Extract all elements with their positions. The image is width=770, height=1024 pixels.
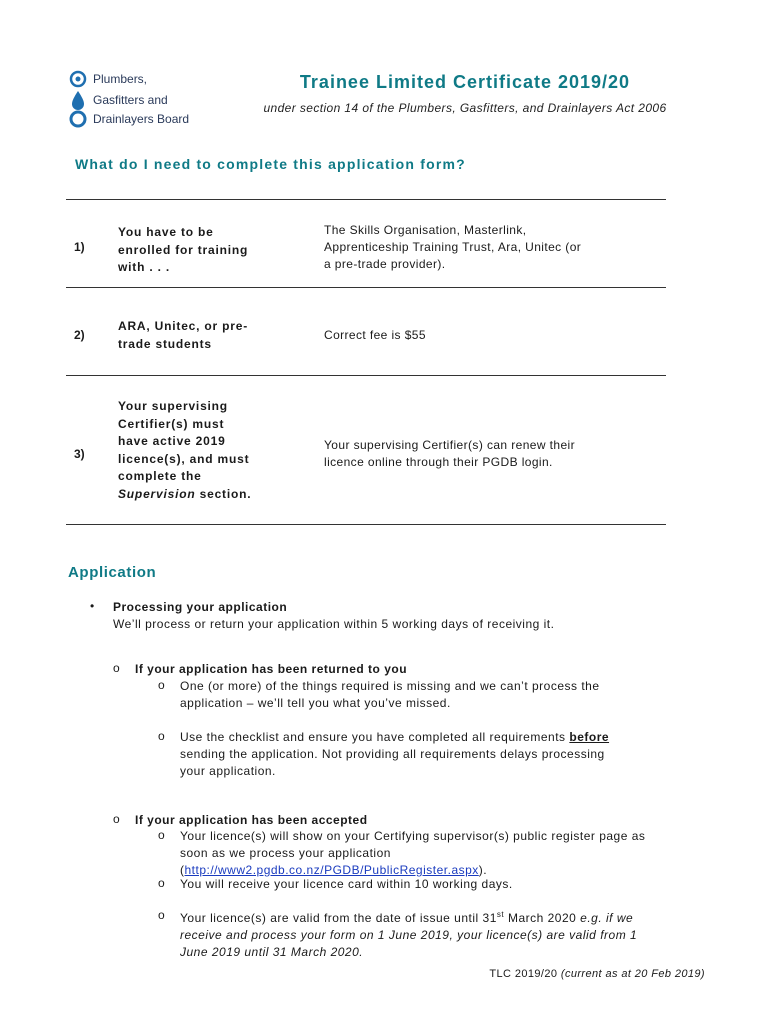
form-code: TLC 2019/20: [489, 968, 561, 980]
returned-item-1: [180, 678, 700, 712]
accepted-item-3-italic: receive and process your form on 1 June 2019, your licence(s) are valid from 1: [180, 928, 638, 942]
row-detail-line: Apprenticeship Training Trust, Ara, Unitec (or: [324, 240, 582, 254]
returned-item-2-line: [180, 729, 710, 746]
logo-line-1: Plumbers,: [93, 72, 148, 86]
row-label-line: with . . .: [118, 260, 170, 274]
row-label-line: You have to be: [118, 225, 214, 239]
table-rule-bottom: [66, 524, 666, 525]
row-number: 1): [74, 240, 85, 254]
sub-bullet-icon: o: [113, 661, 120, 675]
sub-bullet-icon: o: [158, 729, 165, 743]
row-label-italic: Supervision: [118, 486, 196, 501]
accepted-item-1: [180, 828, 720, 879]
table-rule-2: [66, 375, 666, 376]
pgdb-logo-mark-icon: [66, 70, 92, 128]
accepted-item-1-line: soon as we process your application: [180, 846, 391, 860]
returned-item-1-line: One (or more) of the things required is missing and we can’t process the: [180, 679, 600, 693]
sub-bullet-icon: o: [158, 678, 165, 692]
table-rule-top: [66, 199, 666, 200]
row-label-rest: section.: [195, 486, 252, 501]
row-label-line: trade students: [118, 336, 212, 351]
row-detail-line: The Skills Organisation, Masterlink,: [324, 223, 527, 237]
accepted-item-1-line: Your licence(s) will show on your Certifying supervisor(s) public register page as: [180, 829, 646, 843]
requirements-heading: What do I need to complete this application form?: [75, 156, 466, 172]
logo-line-2: Gasfitters and: [93, 93, 168, 107]
row-label-line: Your supervising: [118, 399, 228, 413]
returned-title: If your application has been returned to you: [135, 662, 408, 676]
table-rule-1: [66, 287, 666, 288]
before-emphasis: before: [569, 730, 610, 744]
returned-item-1-line: application – we’ll tell you what you’ve missed.: [180, 696, 451, 710]
row-number: 3): [74, 447, 85, 461]
page-subtitle: under section 14 of the Plumbers, Gasfitters, and Drainlayers Act 2006: [263, 101, 667, 115]
logo-line-3: Drainlayers Board: [93, 112, 190, 126]
row-detail: [324, 327, 644, 344]
row-label: [118, 398, 278, 503]
sub-bullet-icon: o: [158, 876, 165, 890]
row-detail-line: Your supervising Certifier(s) can renew their: [324, 438, 575, 452]
accepted-item-3-text: March 2020: [504, 911, 581, 925]
row-detail: [324, 437, 644, 471]
sub-bullet-icon: o: [113, 812, 120, 826]
returned-item-2: [180, 729, 710, 780]
row-label-line: ARA, Unitec, or pre-: [118, 319, 249, 333]
row-label-line: [118, 486, 278, 504]
row-number: 2): [74, 328, 85, 342]
paren-close: ).: [478, 863, 488, 877]
row-detail: [324, 222, 644, 273]
row-label: [118, 318, 278, 353]
row-detail-line: a pre-trade provider).: [324, 257, 446, 271]
processing-text: We’ll process or return your application within 5 working days of receiving it.: [113, 617, 555, 631]
pgdb-logo: [66, 70, 206, 128]
accepted-item-3: [180, 906, 720, 961]
row-label-line: licence(s), and must: [118, 451, 250, 466]
sub-bullet-icon: o: [158, 828, 165, 842]
form-date-note: (current as at 20 Feb 2019): [560, 968, 705, 980]
date-suffix: st: [496, 910, 505, 919]
accepted-item-3-italic: June 2019 until 31 March 2020.: [180, 945, 364, 959]
accepted-item-2: You will receive your licence card within 10 working days.: [180, 877, 513, 891]
row-label-line: enrolled for training: [118, 242, 249, 257]
row-label-line: have active 2019: [118, 434, 226, 448]
returned-item-2-text: Use the checklist and ensure you have completed all requirements: [180, 730, 570, 744]
row-detail-line: licence online through their PGDB login.: [324, 455, 553, 469]
processing-title: Processing your application: [113, 600, 288, 614]
accepted-title: If your application has been accepted: [135, 813, 368, 827]
paren-open: (: [180, 863, 185, 877]
row-detail-line: Correct fee is $55: [324, 328, 426, 342]
returned-item-2-line: sending the application. Not providing all requirements delays processing: [180, 747, 605, 761]
returned-item-2-line: your application.: [180, 764, 276, 778]
accepted-item-3-italic: e.g. if we: [580, 911, 634, 925]
row-label: [118, 224, 278, 277]
bullet-icon: •: [90, 599, 95, 613]
row-label-line: complete the: [118, 469, 202, 483]
footer-note: [430, 968, 705, 980]
public-register-link[interactable]: http://www2.pgdb.co.nz/PGDB/PublicRegister.aspx: [184, 863, 479, 877]
page-title: Trainee Limited Certificate 2019/20: [299, 72, 631, 92]
accepted-item-3-text: Your licence(s) are valid from the date of issue until 31: [180, 911, 497, 925]
accepted-item-3-line: [180, 906, 720, 927]
row-label-line: Certifier(s) must: [118, 416, 225, 431]
sub-bullet-icon: o: [158, 908, 165, 922]
application-heading: Application: [68, 564, 157, 581]
